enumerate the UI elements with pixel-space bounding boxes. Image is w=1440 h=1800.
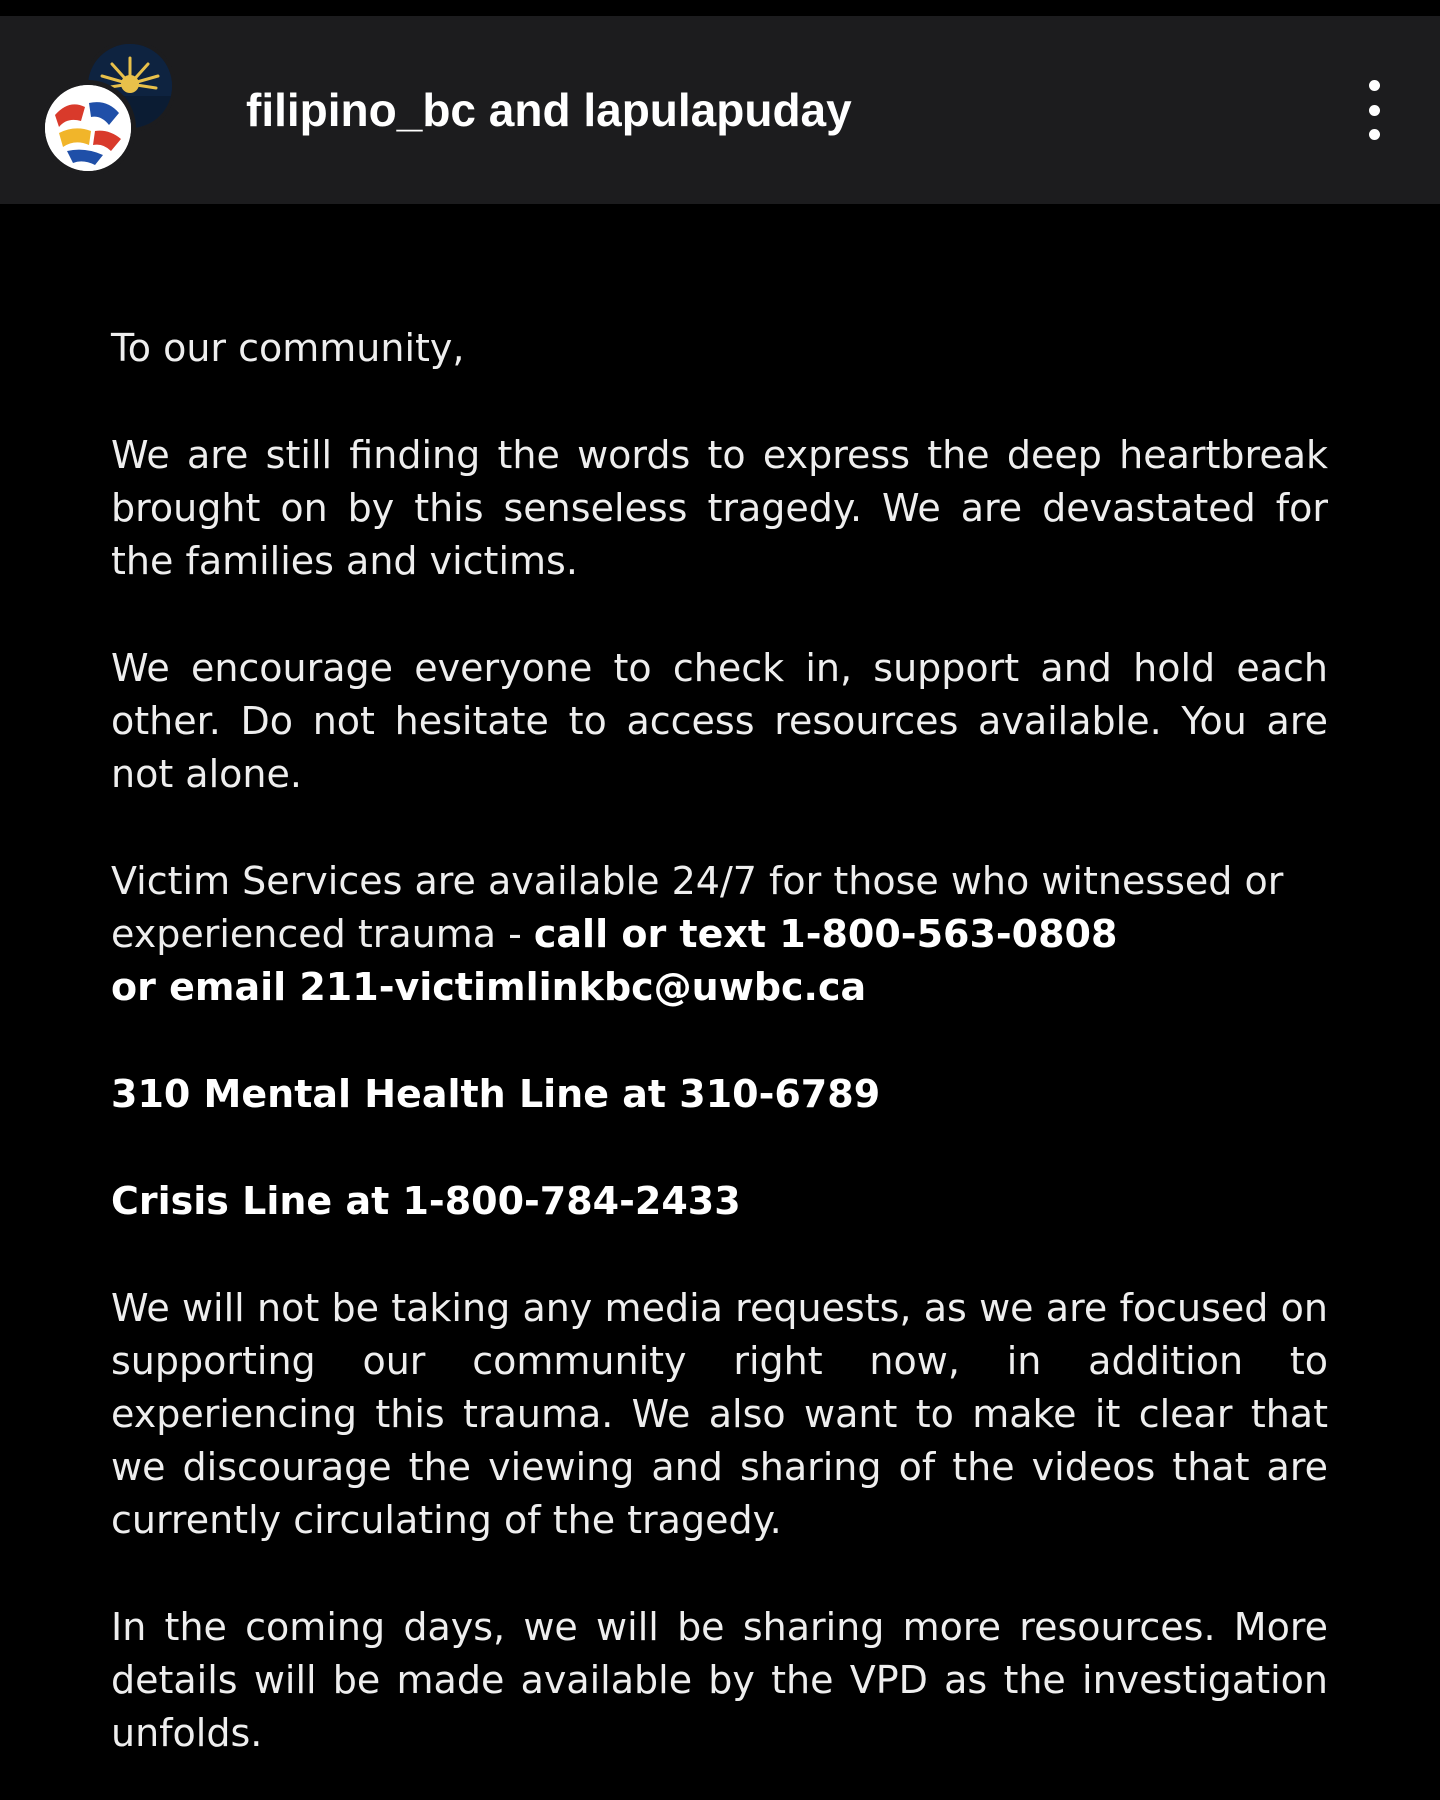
paragraph-encourage: We encourage everyone to check in, support and hold each other. Do not hesitate to access resources available. You are not alone. [111,646,1328,796]
more-options-button[interactable] [1360,80,1388,140]
paragraph-coming-days: In the coming days, we will be sharing more resources. More details will be made available by the VPD as the investigation unfolds. [111,1605,1328,1755]
post-statement [0,204,1440,1760]
vertical-ellipsis-icon [1369,129,1380,140]
vertical-ellipsis-icon [1369,80,1380,91]
collab-avatars[interactable] [40,40,180,180]
victim-services-phone: call or text 1-800-563-0808 [533,912,1118,956]
vertical-ellipsis-icon [1369,105,1380,116]
crisis-line: Crisis Line at 1-800-784-2433 [111,1179,741,1223]
post-header [0,16,1440,204]
paragraph-heartbreak: We are still finding the words to express the deep heartbreak brought on by this senseless tragedy. We are devastated for the families and victims. [111,433,1328,583]
victim-services-intro: Victim Services are available 24/7 for those who witnessed or experienced trauma - [111,859,1284,956]
salutation: To our community, [111,326,465,370]
lapulapu-day-logo-icon [45,85,131,171]
paragraph-media-requests: We will not be taking any media requests, as we are focused on supporting our community right now, in addition to experiencing this trauma. We also want to make it clear that we discourage the viewing and sharing of the videos that are currently circulating of the tragedy. [111,1286,1328,1542]
status-strip [0,0,1440,16]
paragraph-victim-services [111,855,1328,1014]
victim-services-email: or email 211-victimlinkbc@uwbc.ca [111,965,867,1009]
mental-health-line: 310 Mental Health Line at 310-6789 [111,1072,881,1116]
post-author-title[interactable]: filipino_bc and lapulapuday [246,84,852,136]
avatar-lapulapuday[interactable] [40,80,136,176]
